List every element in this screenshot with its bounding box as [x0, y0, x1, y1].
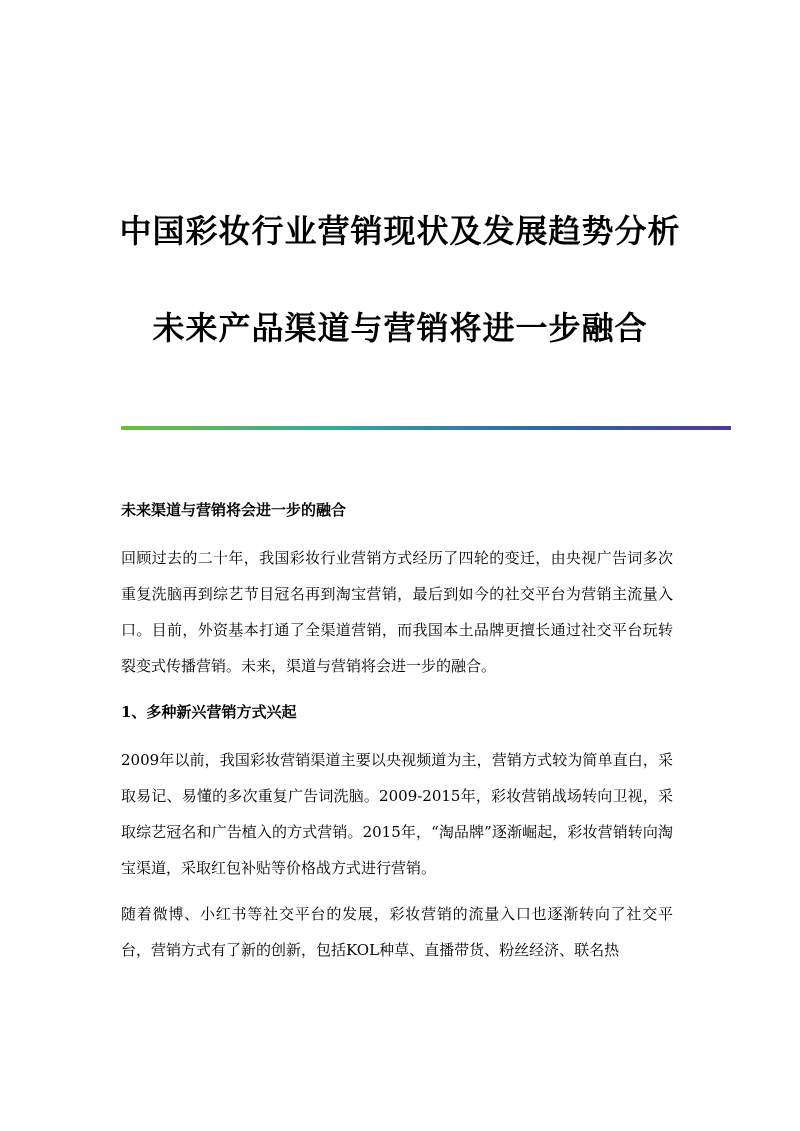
paragraph-review: 回顾过去的二十年，我国彩妆行业营销方式经历了四轮的变迁，由央视广告词多次重复洗脑再到综艺节目冠名再到淘宝营销，最后到如今的社交平台为营销主流量入口。目前，外资基本打通了全渠道营销，而我国本土品牌更擅长通过社交平台玩转裂变式传播营销。未来，渠道与营销将会进一步的融合。	[121, 549, 673, 675]
document-title-line-1: 中国彩妆行业营销现状及发展趋势分析	[119, 212, 681, 251]
paragraph-social: 随着微博、小红书等社交平台的发展，彩妆营销的流量入口也逐渐转向了社交平台，营销方式有了新的创新，包括KOL种草、直播带货、粉丝经济、联名热	[121, 905, 673, 959]
section-heading-new-marketing: 1、多种新兴营销方式兴起	[121, 703, 297, 721]
gradient-divider	[121, 426, 731, 430]
paragraph-history: 2009年以前，我国彩妆营销渠道主要以央视频道为主，营销方式较为简单直白，采取易记、易懂的多次重复广告词洗脑。2009-2015年，彩妆营销战场转向卫视，采取综艺冠名和广告植入的方式营销。2015年，“淘品牌”逐渐崛起，彩妆营销转向淘宝渠道，采取红包补贴等价格战方式进行营销。	[121, 751, 673, 877]
document-title-line-2: 未来产品渠道与营销将进一步融合	[152, 308, 648, 347]
section-heading-channel-marketing: 未来渠道与营销将会进一步的融合	[121, 501, 347, 519]
document-body	[121, 496, 673, 968]
